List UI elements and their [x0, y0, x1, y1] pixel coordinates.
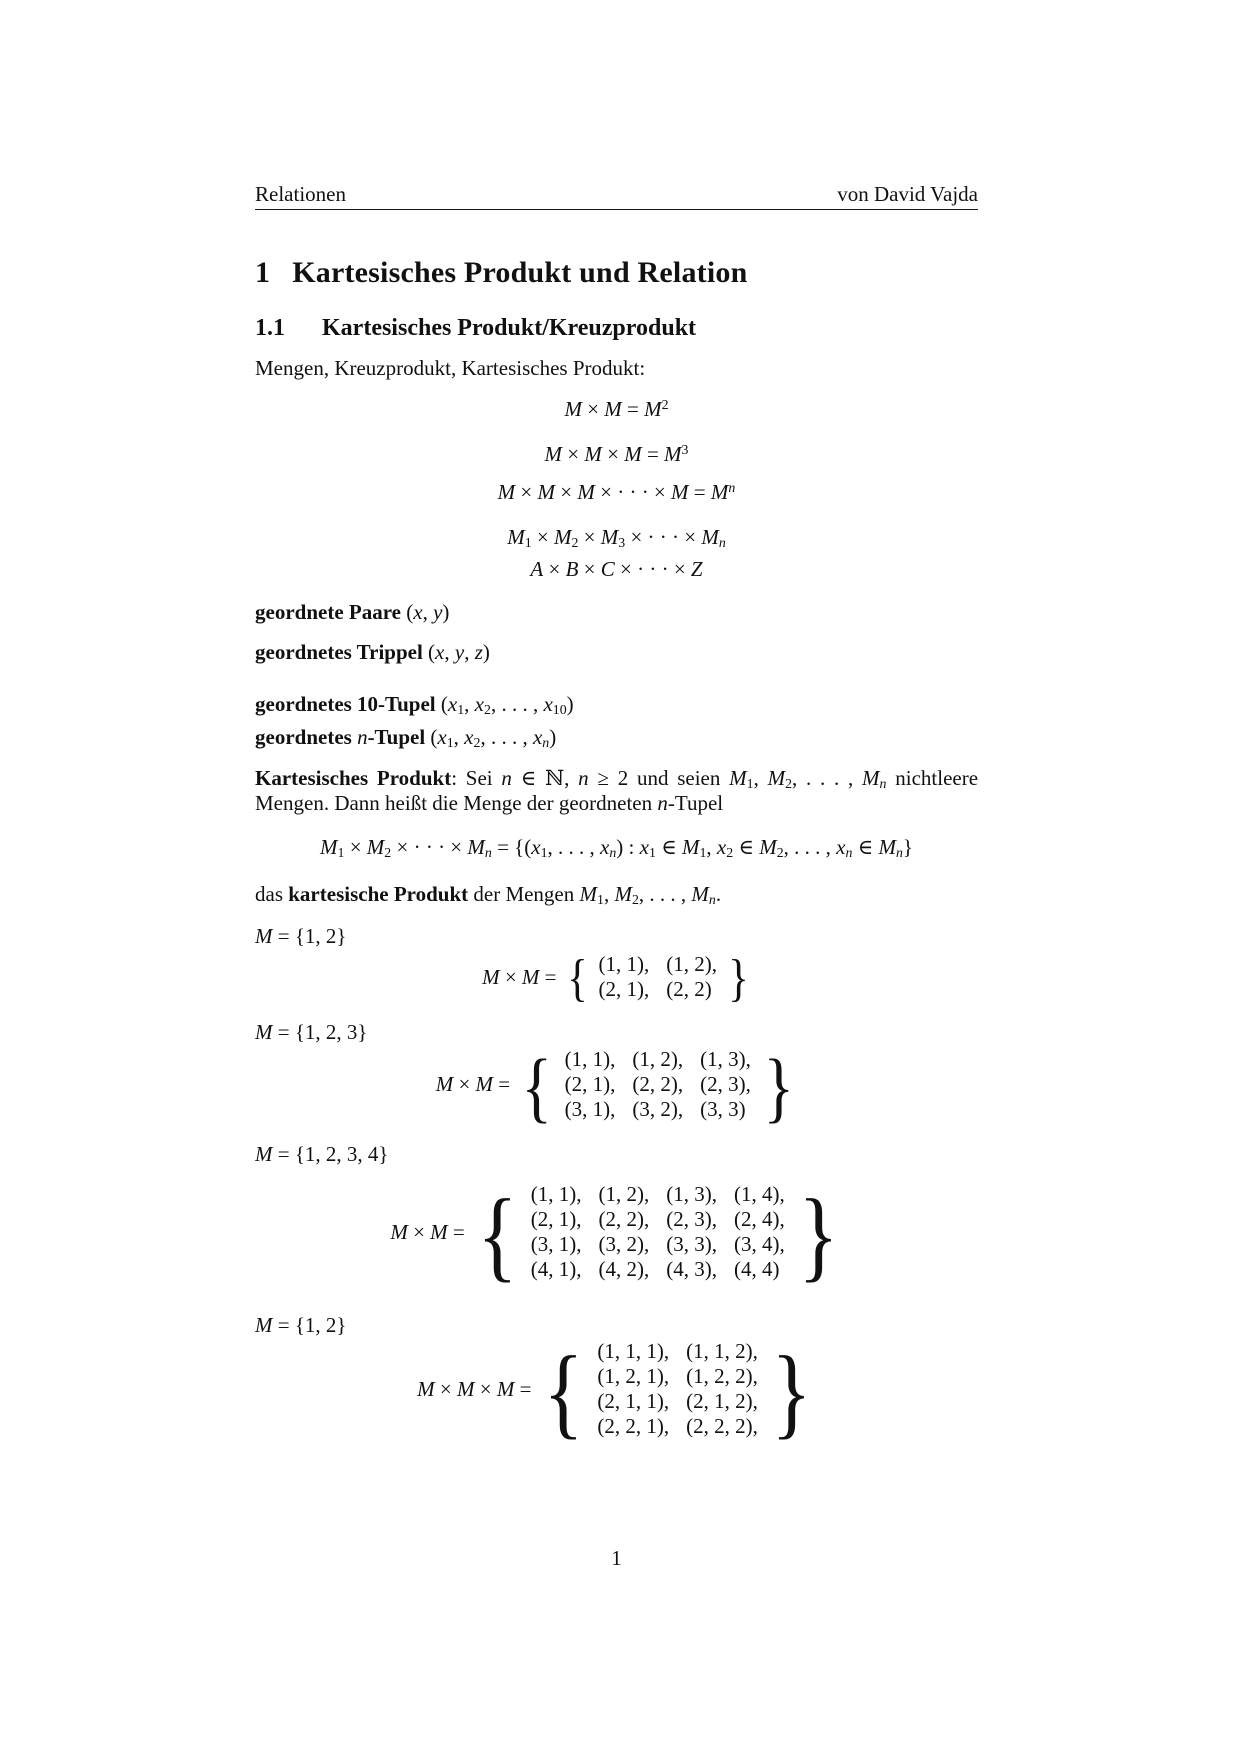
left-brace: { [521, 1043, 553, 1131]
header-right-author: von David Vajda [837, 182, 978, 206]
tuple-grid [598, 952, 717, 1002]
set-declaration: M = {1, 2, 3, 4} [255, 1142, 389, 1166]
equation-m3: $M \times M \times M = M^3$ [544, 442, 689, 466]
left-brace: { [543, 1336, 584, 1450]
tuple: (4, 1), [530, 1257, 582, 1281]
tuple: (2, 2, 2), [686, 1414, 758, 1438]
tuple: (2, 3), [666, 1207, 717, 1231]
subsection-title: Kartesisches Produkt/Kreuzprodukt [322, 315, 697, 341]
tuple: (4, 4) [733, 1257, 780, 1281]
equation-mn: M × M × M × · · · × $M = M^n$ [497, 480, 736, 504]
tuple: (1, 3), [666, 1182, 717, 1206]
set-declaration: M = {1, 2} [255, 1313, 347, 1337]
running-header [255, 181, 978, 207]
tuple: (2, 2, 1), [597, 1414, 670, 1438]
tuple: (3, 3), [666, 1232, 717, 1256]
right-brace: } [728, 950, 749, 1008]
tuple-grid [597, 1339, 758, 1439]
set-declaration: M = {1, 2, 3} [255, 1020, 368, 1044]
page-number: 1 [611, 1546, 622, 1570]
tuple-grid [531, 1182, 785, 1282]
set-equation-lhs: M × M = [435, 1071, 511, 1096]
tuple: (2, 2), [632, 1071, 684, 1096]
tuple: (1, 4), [733, 1182, 785, 1206]
subsection-heading [255, 314, 978, 342]
tuple: (3, 1), [564, 1096, 616, 1121]
subsection-number: 1.1 [255, 315, 285, 341]
set-equation [255, 1043, 978, 1131]
tuple: (4, 3), [666, 1257, 717, 1281]
set-equation [255, 950, 978, 1008]
right-brace: } [771, 1336, 812, 1450]
tuple: (3, 2), [598, 1232, 650, 1256]
set-equation [255, 1179, 978, 1293]
set-equation [255, 1336, 978, 1450]
tuple: (1, 1, 2), [686, 1339, 758, 1363]
tuple: (1, 2, 1), [597, 1364, 670, 1388]
tuple: (3, 2), [632, 1096, 684, 1121]
tuple: (1, 2), [598, 1182, 650, 1206]
left-brace: { [566, 950, 588, 1008]
right-brace: } [763, 1043, 794, 1131]
text-column [255, 0, 979, 1450]
tuple: (2, 1), [530, 1207, 582, 1231]
tuple: (3, 4), [733, 1232, 785, 1256]
definition-paragraph: Kartesisches Produkt: Sei n ∈ ℕ, n ≥ 2 und seien $M_1$, $M_2$, . . . , $M_n$ nichtleere Mengen. Dann heißt die Menge der geordneten n-Tupel [255, 766, 979, 815]
tuple: (1, 1, 1), [597, 1339, 670, 1363]
equation-list [255, 396, 978, 583]
section-title: Kartesisches Produkt und Relation [292, 256, 748, 289]
tuple: (3, 1), [530, 1232, 582, 1256]
tuple: (1, 2), [632, 1046, 684, 1071]
tuple-definition-pair: geordnete Paare (x, y) [255, 600, 450, 624]
tuple-definition-list [255, 599, 978, 750]
tuple: (4, 2), [598, 1257, 650, 1281]
tuple: (1, 1), [530, 1182, 582, 1206]
intro-text: Mengen, Kreuzprodukt, Kartesisches Produkt: [255, 356, 646, 380]
tuple: (2, 1, 2), [686, 1389, 758, 1413]
tuple-definition-n-tuple: geordnetes n-Tupel ($x_1$, $x_2$, . . . , $x_n$) [255, 725, 557, 751]
tuple: (2, 3), [700, 1071, 751, 1096]
tuple-definition-10-tuple: geordnetes 10-Tupel ($x_1$, $x_2$, . . . , $x_{10}$) [255, 692, 574, 718]
tuple: (3, 3) [700, 1096, 746, 1121]
tuple: (2, 1, 1), [597, 1389, 670, 1413]
set-equation-lhs: M × M × M = [417, 1376, 532, 1401]
tuple: (2, 1), [564, 1071, 616, 1096]
example-set-triple-product [255, 1312, 978, 1450]
tuple: (2, 4), [733, 1207, 785, 1231]
tuple: (2, 1), [598, 977, 650, 1001]
header-left-title: Relationen [255, 182, 346, 206]
tuple-definition-triple: geordnetes Trippel (x, y, z) [255, 640, 490, 664]
example-set-2 [255, 923, 978, 1008]
tuple: (1, 2, 2), [686, 1364, 758, 1388]
set-equation-lhs: M × M = [482, 964, 557, 989]
equation-abc: A × B × C × · · · × Z [530, 557, 703, 581]
tuple: (1, 2), [666, 952, 717, 976]
equation-m2: $M \times M = M^2$ [564, 397, 669, 421]
equation-m-indexed: $M_1 \times M_2 \times M_3$ × · · · × $M_n$ [507, 525, 726, 551]
set-equation-lhs: M × M = [390, 1219, 465, 1244]
cartesian-product-display-equation: $M_1 \times M_2$ × · · · × $M_n = \{(x_1$, . . . , $x_n$) : $x_1$ ∈ $M_1$, $x_2$ ∈ $M_2$, . . . , $x_n$ ∈ $M_n$} [320, 835, 913, 861]
tuple: (1, 1), [598, 952, 650, 976]
set-declaration: M = {1, 2} [255, 924, 347, 948]
right-brace: } [798, 1179, 839, 1293]
example-set-3 [255, 1019, 978, 1131]
example-set-4 [255, 1141, 978, 1293]
tuple: (2, 2) [666, 977, 712, 1001]
post-definition-text: das kartesische Produkt der Mengen $M_1$, $M_2$, . . . , $M_n$. [255, 882, 722, 908]
section-heading [255, 256, 978, 290]
tuple: (2, 2), [598, 1207, 650, 1231]
tuple-grid [565, 1047, 751, 1122]
left-brace: { [477, 1179, 518, 1293]
section-number: 1 [255, 256, 271, 289]
header-rule [255, 209, 978, 210]
tuple: (1, 3), [700, 1046, 751, 1071]
tuple: (1, 1), [564, 1046, 616, 1071]
